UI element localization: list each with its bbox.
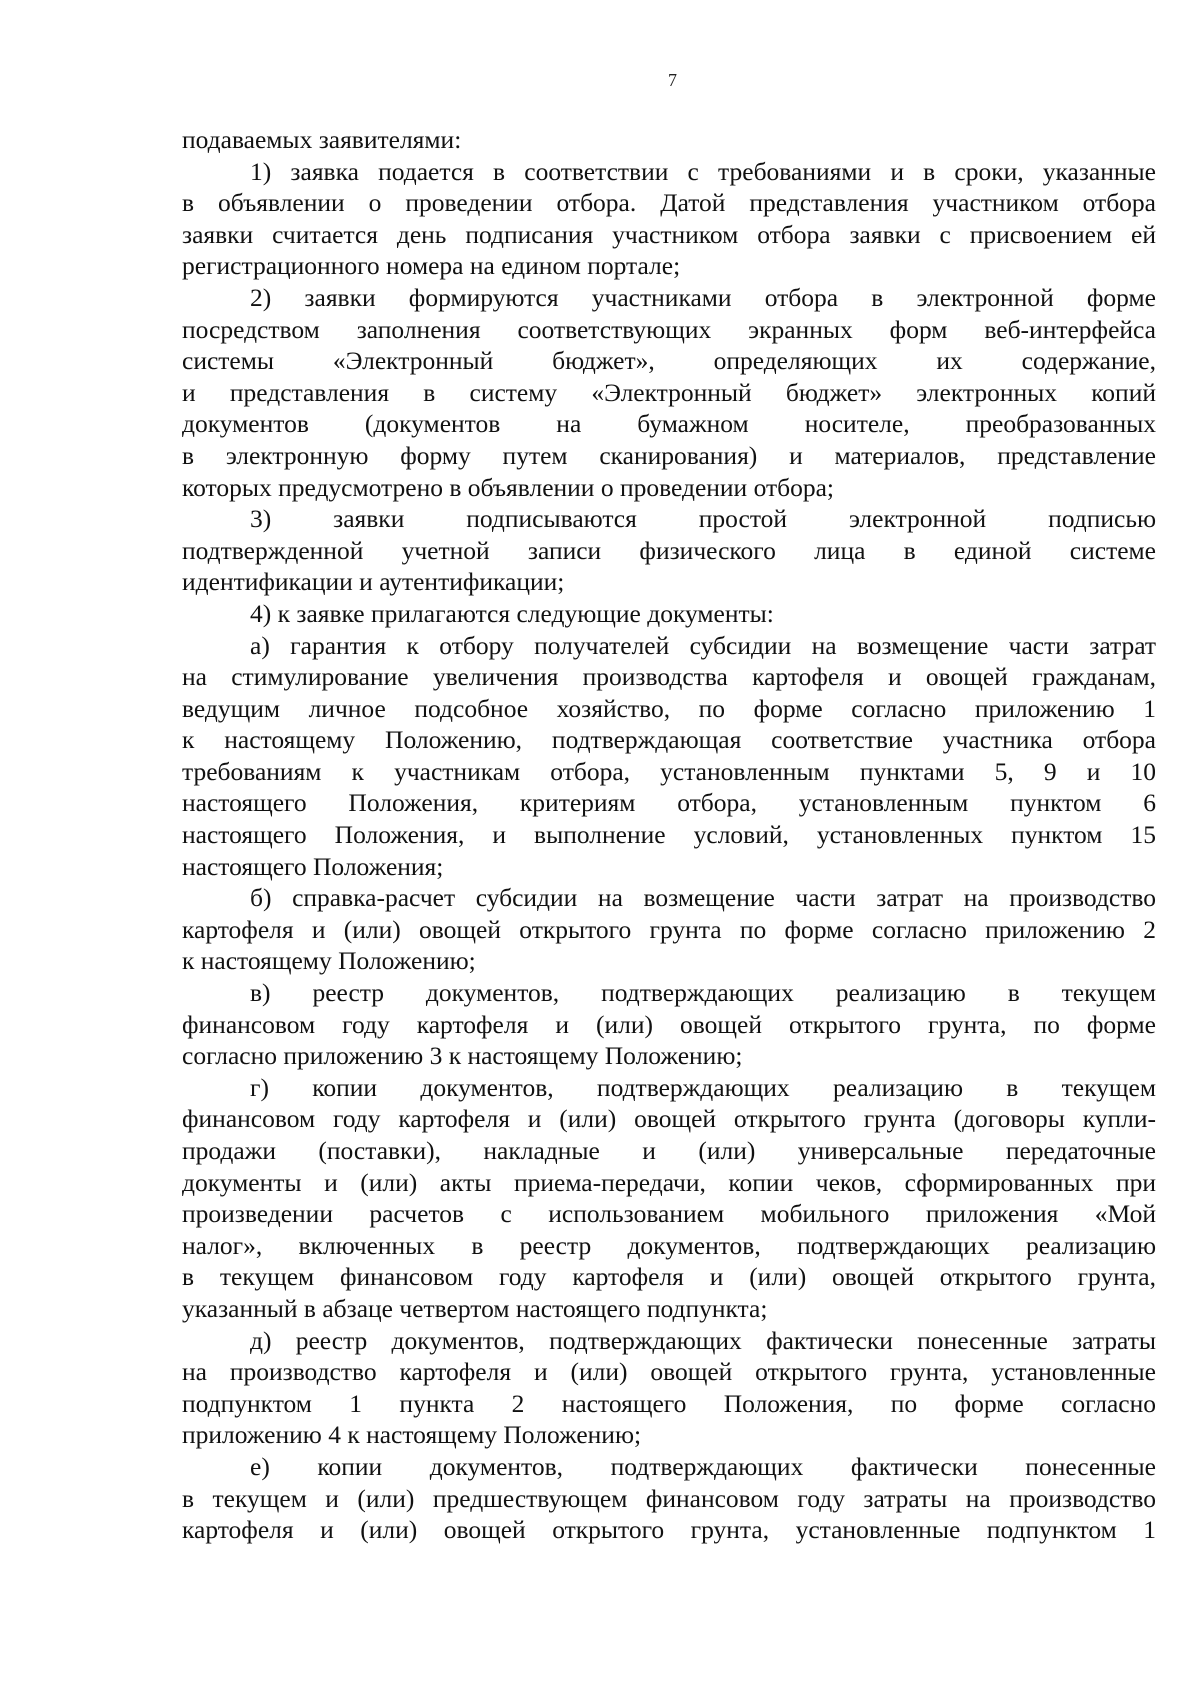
text-line: г) копии документов, подтверждающих реализацию в текущем — [250, 1072, 1156, 1102]
text-line: и представления в систему «Электронный бюджет» электронных копий — [182, 377, 1156, 407]
text-line: требованиям к участникам отбора, установленным пунктами 5, 9 и 10 — [182, 756, 1156, 786]
document-body — [182, 124, 1156, 1546]
text-line: указанный в абзаце четвертом настоящего подпункта; — [182, 1293, 768, 1323]
text-line: продажи (поставки), накладные и (или) универсальные передаточные — [182, 1136, 1156, 1165]
text-line: на производство картофеля и (или) овощей открытого грунта, установленные — [182, 1357, 1156, 1387]
text-line: в) реестр документов, подтверждающих реализацию в текущем — [250, 978, 1156, 1008]
text-line: к настоящему Положению, подтверждающая соответствие участника отбора — [182, 725, 1156, 755]
text-line: документы и (или) акты приема-передачи, копии чеков, сформированных при — [182, 1167, 1156, 1197]
text-line: посредством заполнения соответствующих экранных форм веб-интерфейса — [182, 314, 1156, 344]
text-line: в текущем и (или) предшествующем финансовом году затраты на производство — [182, 1483, 1156, 1513]
text-line: подтвержденной учетной записи физического лица в единой системе — [182, 535, 1156, 565]
text-line: финансовом году картофеля и (или) овощей открытого грунта (договоры купли- — [182, 1104, 1156, 1134]
text-line: приложению 4 к настоящему Положению; — [182, 1420, 642, 1450]
text-line: в текущем финансовом году картофеля и (или) овощей открытого грунта, — [182, 1262, 1156, 1292]
text-line: заявки считается день подписания участником отбора заявки с присвоением ей — [182, 219, 1156, 249]
text-line: подаваемых заявителями: — [182, 125, 462, 154]
text-line: 3) заявки подписываются простой электронной подписью — [250, 504, 1156, 534]
text-line: налог», включенных в реестр документов, подтверждающих реализацию — [182, 1230, 1156, 1260]
text-line: картофеля и (или) овощей открытого грунта по форме согласно приложению 2 — [182, 914, 1156, 944]
text-line: ведущим личное подсобное хозяйство, по форме согласно приложению 1 — [182, 693, 1156, 723]
text-line: которых предусмотрено в объявлении о проведении отбора; — [182, 472, 835, 502]
text-line: настоящего Положения, критериям отбора, установленным пунктом 6 — [182, 788, 1156, 818]
text-line: 2) заявки формируются участниками отбора в электронной форме — [250, 282, 1156, 312]
text-line: к настоящему Положению; — [182, 946, 476, 976]
text-line: подпунктом 1 пункта 2 настоящего Положения, по форме согласно — [182, 1388, 1156, 1418]
text-line: финансовом году картофеля и (или) овощей открытого грунта, по форме — [182, 1009, 1156, 1039]
text-line: е) копии документов, подтверждающих фактически понесенные — [250, 1451, 1156, 1481]
text-line: д) реестр документов, подтверждающих фактически понесенные затраты — [250, 1325, 1156, 1355]
text-line: на стимулирование увеличения производства картофеля и овощей гражданам, — [182, 662, 1156, 692]
text-line: картофеля и (или) овощей открытого грунта, установленные подпунктом 1 — [182, 1515, 1156, 1545]
text-line: 1) заявка подается в соответствии с требованиями и в сроки, указанные — [250, 156, 1156, 186]
text-line: в объявлении о проведении отбора. Датой представления участником отбора — [182, 188, 1156, 218]
text-line: системы «Электронный бюджет», определяющих их содержание, — [182, 346, 1156, 376]
text-line: а) гарантия к отбору получателей субсидии на возмещение части затрат — [250, 630, 1156, 660]
text-line: 4) к заявке прилагаются следующие документы: — [250, 598, 774, 628]
text-line: в электронную форму путем сканирования) и материалов, представление — [182, 440, 1156, 470]
text-line: б) справка-расчет субсидии на возмещение части затрат на производство — [250, 883, 1156, 913]
text-line: идентификации и аутентификации; — [182, 567, 565, 597]
text-line: произведении расчетов с использованием мобильного приложения «Мой — [182, 1199, 1156, 1229]
text-line: настоящего Положения; — [182, 851, 444, 881]
text-line: регистрационного номера на едином портале; — [182, 251, 681, 281]
page-number: 7 — [668, 70, 677, 90]
text-line: документов (документов на бумажном носителе, преобразованных — [182, 409, 1156, 439]
text-line: согласно приложению 3 к настоящему Положению; — [182, 1041, 743, 1071]
text-line: настоящего Положения, и выполнение условий, установленных пунктом 15 — [182, 820, 1156, 850]
